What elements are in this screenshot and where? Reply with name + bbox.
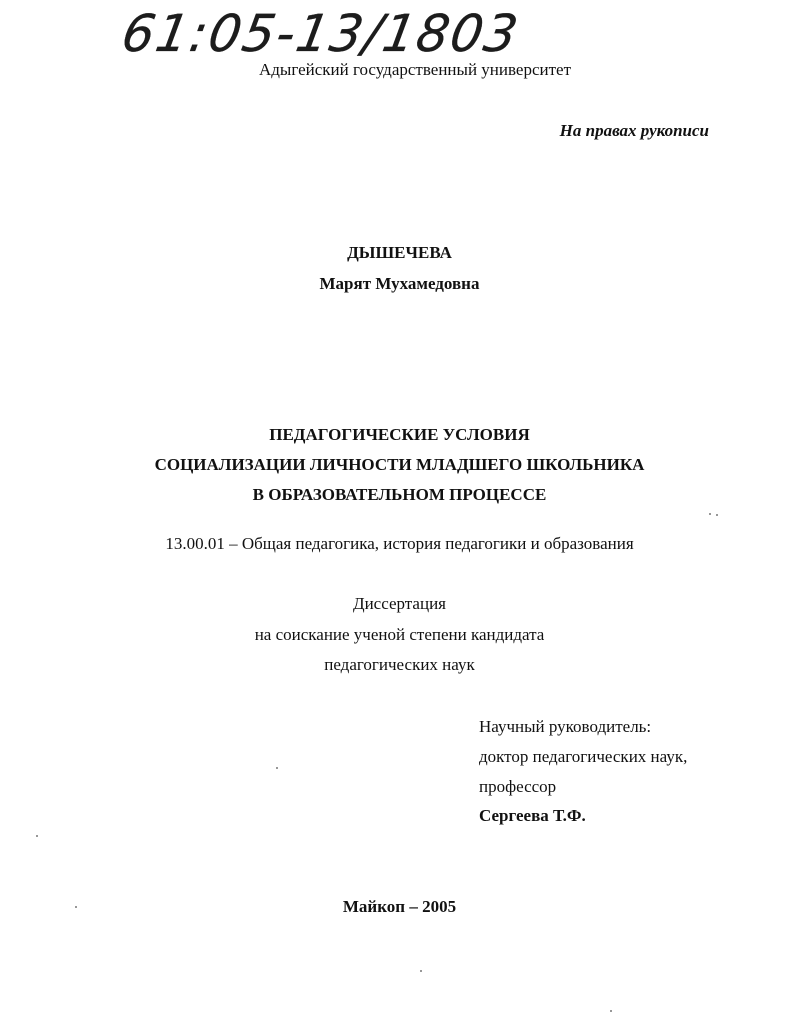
place-and-year: Майкоп – 2005: [342, 897, 457, 916]
manuscript-rights-note: На правах рукописи: [559, 121, 709, 140]
scan-speck: [709, 513, 711, 515]
supervisor-label: Научный руководитель:: [479, 717, 652, 736]
handwritten-catalog-number: 61:05-13/1803: [117, 4, 524, 64]
dissertation-title-line-1: ПЕДАГОГИЧЕСКИЕ УСЛОВИЯ: [269, 425, 530, 444]
specialty-code: 13.00.01 – Общая педагогика, история педагогики и образования: [165, 534, 634, 553]
scan-speck: [276, 767, 278, 769]
author-given-names: Марят Мухамедовна: [319, 274, 480, 293]
scan-speck: [420, 970, 422, 972]
scan-speck: [610, 1010, 612, 1012]
scan-speck: [75, 906, 77, 908]
scan-speck: [36, 835, 38, 837]
author-surname: ДЫШЕЧЕВА: [347, 243, 452, 262]
dissertation-title-line-3: В ОБРАЗОВАТЕЛЬНОМ ПРОЦЕССЕ: [252, 485, 547, 504]
degree-purpose: на соискание ученой степени кандидата: [254, 625, 545, 644]
supervisor-rank: профессор: [479, 777, 557, 796]
scan-speck: [716, 514, 718, 516]
dissertation-label: Диссертация: [352, 594, 446, 613]
dissertation-title-line-2: СОЦИАЛИЗАЦИИ ЛИЧНОСТИ МЛАДШЕГО ШКОЛЬНИКА: [154, 455, 645, 474]
supervisor-degree: доктор педагогических наук,: [479, 747, 688, 766]
university-name: Адыгейский государственный университет: [258, 60, 572, 79]
degree-field: педагогических наук: [324, 655, 475, 674]
supervisor-name: Сергеева Т.Ф.: [479, 806, 586, 825]
